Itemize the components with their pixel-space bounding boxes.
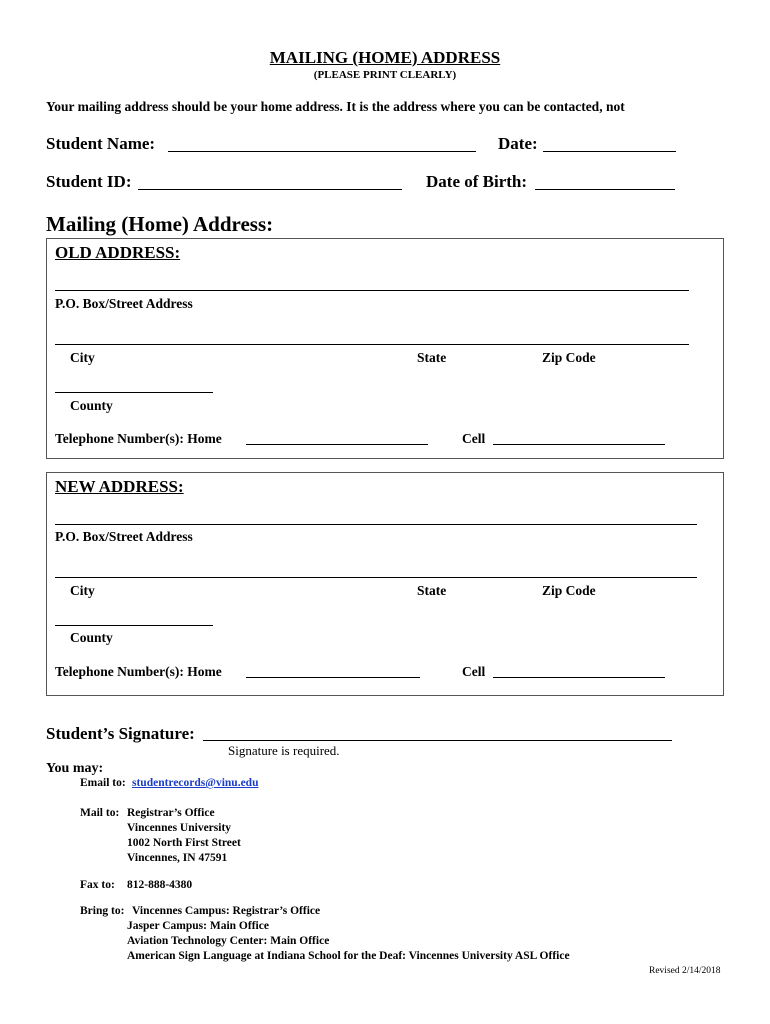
mail-line: Registrar’s Office	[127, 807, 215, 819]
old-county-field[interactable]	[55, 392, 213, 393]
fax-number: 812-888-4380	[127, 879, 193, 891]
mail-line: Vincennes University	[127, 822, 232, 834]
student-name-field[interactable]	[168, 151, 476, 152]
new-address-title: NEW ADDRESS:	[55, 477, 184, 496]
signature-field[interactable]	[203, 740, 672, 741]
old-phone-home-label: Telephone Number(s): Home	[55, 431, 222, 446]
new-street-label: P.O. Box/Street Address	[55, 529, 193, 544]
old-address-title: OLD ADDRESS:	[55, 243, 181, 262]
bring-line: Aviation Technology Center: Main Office	[127, 935, 330, 947]
mail-line: 1002 North First Street	[127, 837, 241, 849]
new-city-label: City	[70, 583, 95, 598]
old-zip-label: Zip Code	[542, 350, 596, 365]
bring-line: Vincennes Campus: Registrar’s Office	[132, 905, 321, 917]
new-zip-label: Zip Code	[542, 583, 596, 598]
intro-text: Your mailing address should be your home address. It is the address where you can be contacted, not	[46, 99, 625, 114]
revised-date: Revised 2/14/2018	[649, 966, 721, 976]
date-field[interactable]	[543, 151, 676, 152]
old-state-label: State	[417, 350, 447, 365]
new-address-box	[46, 472, 724, 696]
old-address-box	[46, 238, 724, 459]
old-county-label: County	[70, 398, 113, 413]
new-county-field[interactable]	[55, 625, 213, 626]
mail-label: Mail to:	[80, 807, 120, 819]
bring-label: Bring to:	[80, 905, 125, 917]
old-city-label: City	[70, 350, 95, 365]
signature-note: Signature is required.	[228, 743, 340, 758]
email-label: Email to:	[80, 777, 126, 789]
fax-label: Fax to:	[80, 879, 115, 891]
old-city-state-zip-field[interactable]	[55, 344, 689, 345]
new-phone-cell-label: Cell	[462, 664, 486, 679]
new-phone-home-field[interactable]	[246, 677, 420, 678]
you-may-heading: You may:	[46, 761, 104, 776]
bring-line: Jasper Campus: Main Office	[127, 920, 269, 932]
mailing-address-heading: Mailing (Home) Address:	[46, 212, 274, 236]
dob-label: Date of Birth:	[426, 172, 528, 191]
student-name-label: Student Name:	[46, 134, 156, 153]
student-id-label: Student ID:	[46, 172, 132, 191]
mail-line: Vincennes, IN 47591	[127, 852, 228, 864]
old-phone-home-field[interactable]	[246, 444, 428, 445]
bring-line: American Sign Language at Indiana School for the Deaf: Vincennes University ASL Office	[127, 950, 570, 962]
old-phone-cell-label: Cell	[462, 431, 486, 446]
dob-field[interactable]	[535, 189, 675, 190]
old-street-field[interactable]	[55, 290, 689, 291]
new-city-state-zip-field[interactable]	[55, 577, 697, 578]
new-state-label: State	[417, 583, 447, 598]
date-label: Date:	[498, 134, 538, 153]
signature-label: Student’s Signature:	[46, 724, 195, 743]
old-street-label: P.O. Box/Street Address	[55, 296, 193, 311]
old-phone-cell-field[interactable]	[493, 444, 665, 445]
new-phone-cell-field[interactable]	[493, 677, 665, 678]
new-county-label: County	[70, 630, 113, 645]
new-phone-home-label: Telephone Number(s): Home	[55, 664, 222, 679]
email-link[interactable]: studentrecords@vinu.edu	[132, 777, 259, 789]
student-id-field[interactable]	[138, 189, 402, 190]
new-street-field[interactable]	[55, 524, 697, 525]
page-title: MAILING (HOME) ADDRESS	[269, 48, 501, 67]
page-subtitle: (PLEASE PRINT CLEARLY)	[313, 69, 457, 81]
